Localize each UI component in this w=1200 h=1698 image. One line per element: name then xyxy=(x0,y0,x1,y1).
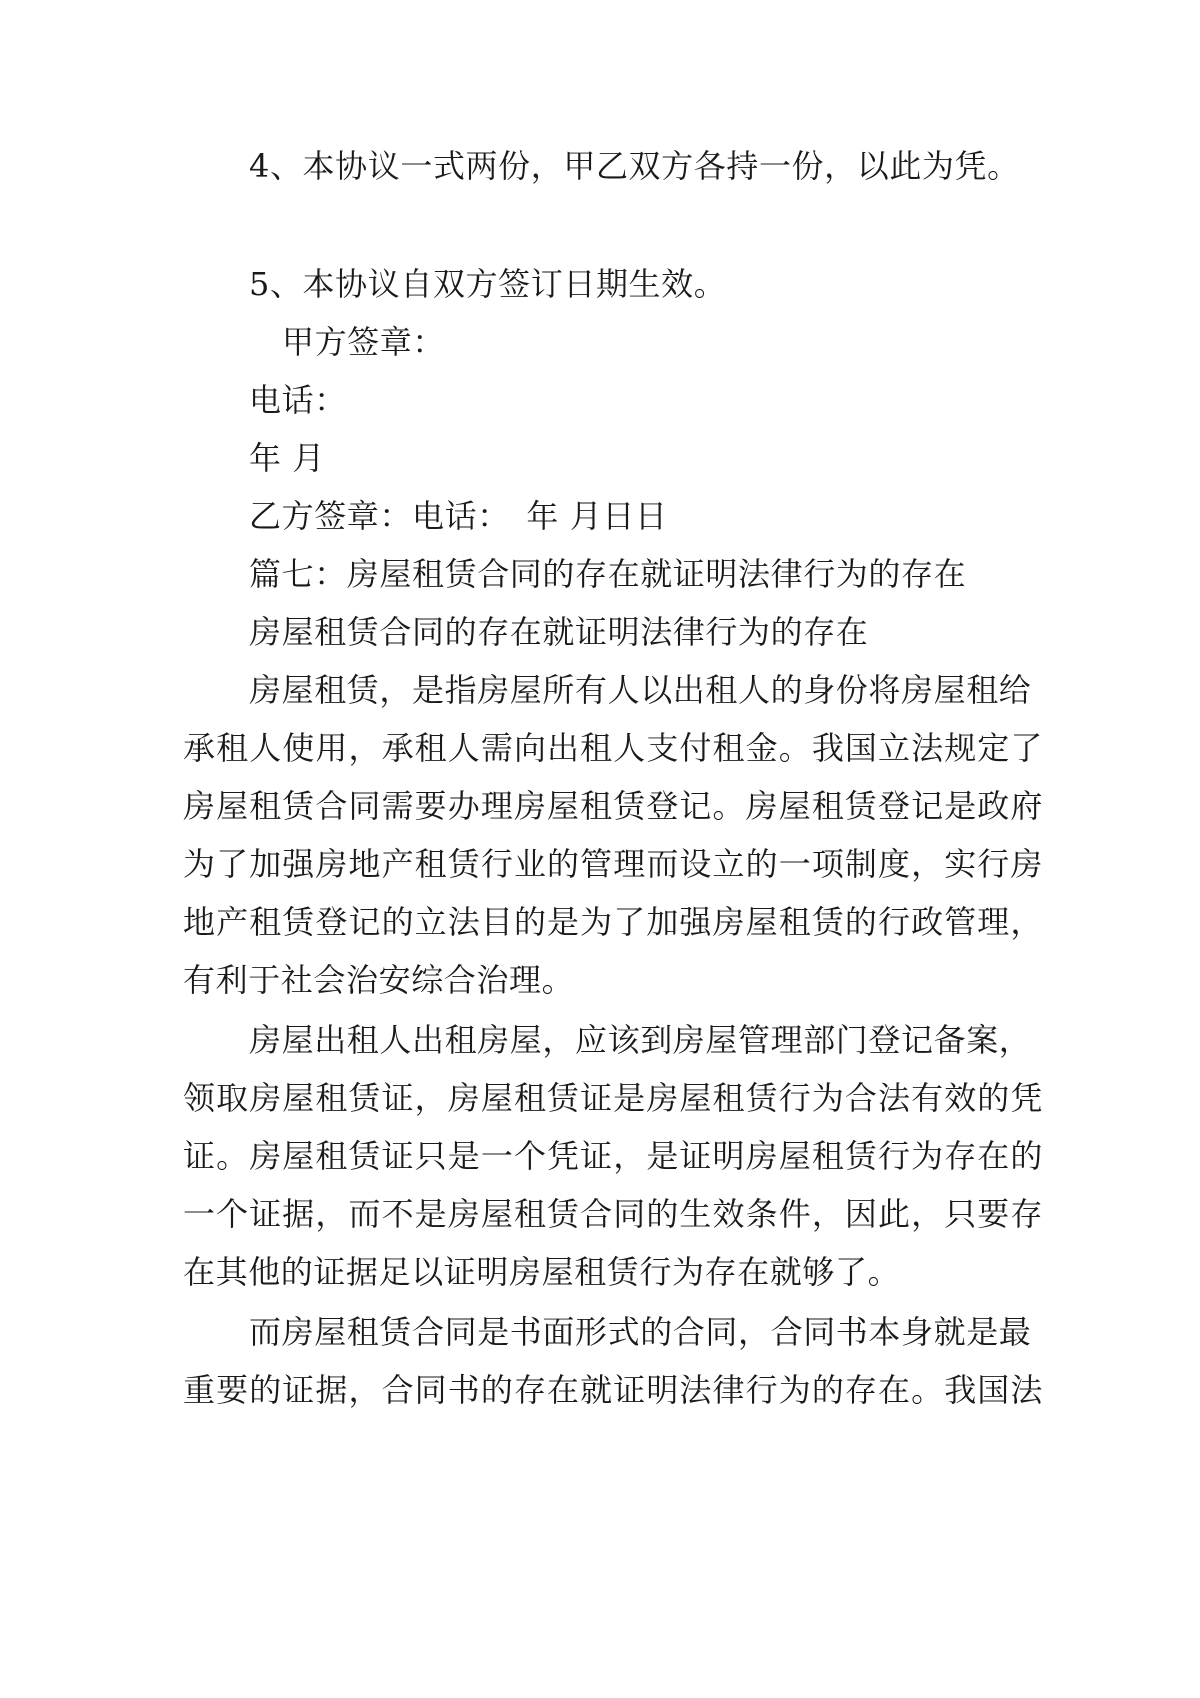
clause-4: 4、本协议一式两份，甲乙双方各持一份，以此为凭。 xyxy=(249,147,1020,185)
paragraph-1-line-3: 房屋租赁合同需要办理房屋租赁登记。房屋租赁登记是政府 xyxy=(183,787,1043,825)
paragraph-2-line-2: 领取房屋租赁证，房屋租赁证是房屋租赁行为合法有效的凭 xyxy=(183,1079,1043,1117)
paragraph-3-line-2: 重要的证据，合同书的存在就证明法律行为的存在。我国法 xyxy=(183,1371,1043,1409)
paragraph-1-line-2: 承租人使用，承租人需向出租人支付租金。我国立法规定了 xyxy=(183,729,1043,767)
paragraph-1-line-4: 为了加强房地产租赁行业的管理而设立的一项制度，实行房 xyxy=(183,845,1043,883)
paragraph-2-line-5: 在其他的证据足以证明房屋租赁行为存在就够了。 xyxy=(183,1253,901,1291)
party-a-date: 年 月 xyxy=(249,439,325,477)
paragraph-2-line-1: 房屋出租人出租房屋，应该到房屋管理部门登记备案， xyxy=(249,1021,1032,1059)
section-title: 房屋租赁合同的存在就证明法律行为的存在 xyxy=(249,613,869,651)
paragraph-1-line-1: 房屋租赁，是指房屋所有人以出租人的身份将房屋租给 xyxy=(249,671,1032,709)
party-b-signature: 乙方签章：电话： 年 月日日 xyxy=(249,497,668,535)
paragraph-2-line-3: 证。房屋租赁证只是一个凭证，是证明房屋租赁行为存在的 xyxy=(183,1137,1043,1175)
paragraph-2-line-4: 一个证据，而不是房屋租赁合同的生效条件，因此，只要存 xyxy=(183,1195,1043,1233)
paragraph-1-line-5: 地产租赁登记的立法目的是为了加强房屋租赁的行政管理， xyxy=(183,903,1043,941)
party-a-signature: 甲方签章： xyxy=(282,323,446,361)
party-a-phone: 电话： xyxy=(249,381,347,419)
paragraph-1-line-6: 有利于社会治安综合治理。 xyxy=(183,961,575,999)
section-heading: 篇七：房屋租赁合同的存在就证明法律行为的存在 xyxy=(249,555,967,593)
clause-5: 5、本协议自双方签订日期生效。 xyxy=(249,265,727,303)
paragraph-3-line-1: 而房屋租赁合同是书面形式的合同，合同书本身就是最 xyxy=(249,1313,1032,1351)
